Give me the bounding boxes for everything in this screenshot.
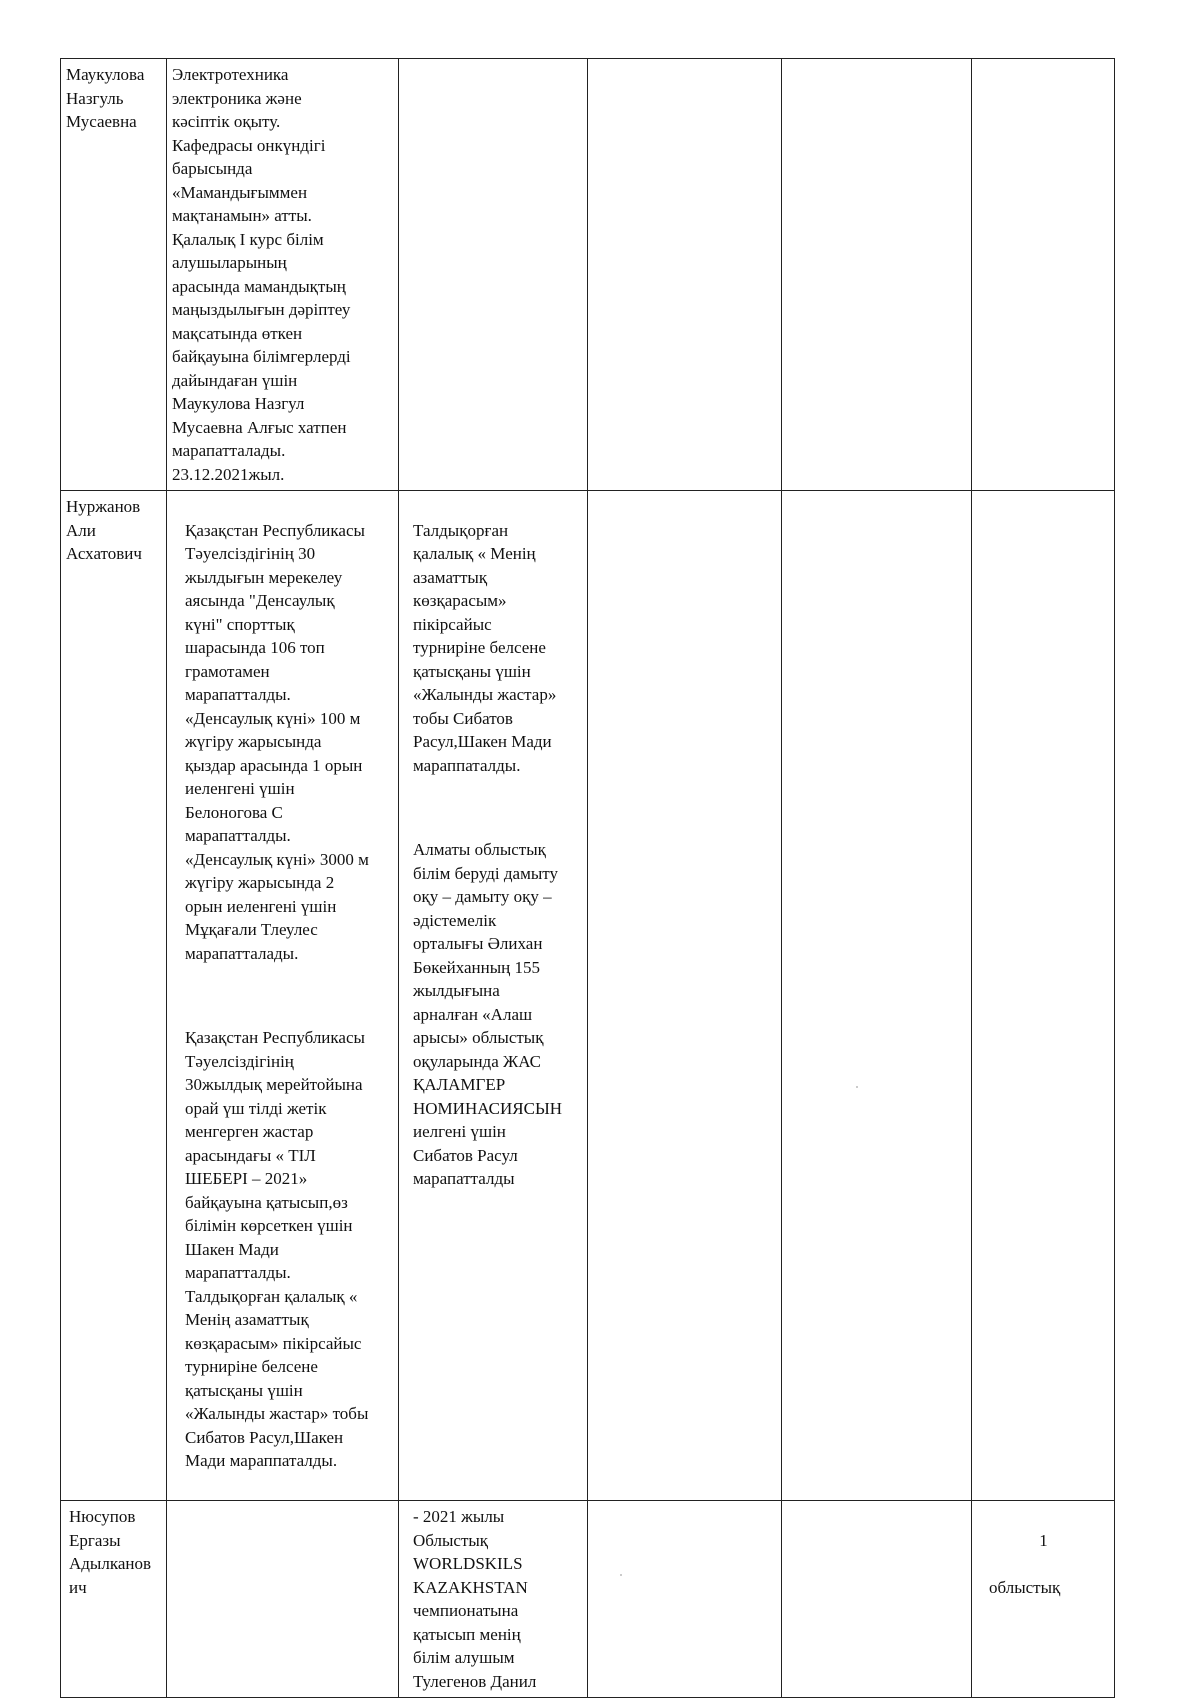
table-row <box>61 59 1115 491</box>
teacher-name-cell: Нуржанов Али Асхатович <box>61 491 167 1501</box>
teacher-name-cell: Маукулова Назгуль Мусаевна <box>61 59 167 491</box>
teacher-name-cell: Нюсупов Ергазы Адылканов ич <box>61 1501 167 1698</box>
empty-cell <box>399 59 588 491</box>
scan-speck <box>856 1086 858 1088</box>
achievement-text: Талдықорған қалалық « Менің азаматтық көзқарасым» пікірсайыс турниріне белсене қатысқаны үшін «Жалынды жастар» тобы Сибатов Расул,Шакен Мади мараппаталды. <box>413 520 557 775</box>
empty-cell <box>588 1501 782 1698</box>
scan-speck <box>620 1574 622 1576</box>
spacer <box>413 801 583 815</box>
level-cell <box>972 1501 1115 1698</box>
empty-cell <box>782 1501 972 1698</box>
table-row <box>61 1501 1115 1698</box>
empty-cell <box>972 491 1115 1501</box>
empty-cell <box>588 59 782 491</box>
achievement-cell <box>399 491 588 1501</box>
empty-cell <box>167 1501 399 1698</box>
achievement-text: Қазақстан Республикасы Тәуелсіздігінің 30 жылдығын мерекелеу аясында "Денсаулық күні" спорттық шарасында 106 топ грамотамен марапатталды. «Денсаулық күні» 100 м жүгіру жарысында қыздар арасында 1 орын иеленгені үшін Белоногова С марапатталды. «Денсаулық күні» 3000 м жүгіру жарысында 2 орын иеленгені үшін Мұқағали Тлеулес марапатталады. <box>185 520 369 963</box>
achievement-text: Алматы облыстық білім беруді дамыту оқу – дамыту оқу – әдістемелік орталығы Әлихан Бөкейханның 155 жылдығына арналған «Алаш арысы» облыстық оқуларында ЖАС ҚАЛАМГЕР НОМИНАСИЯСЫН иелгені үшін Сибатов Расул марапатталды <box>413 840 563 1188</box>
empty-cell <box>588 491 782 1501</box>
achievement-cell: - 2021 жылы Облыстық WORLDSKILS KAZAKHSTAN чемпионатына қатысып менің білім алушым Тулегенов Данил <box>399 1501 588 1698</box>
achievement-text: Қазақстан Республикасы Тәуелсіздігінің 30жылдық мерейтойына орай үш тілді жетік менгерген жастар арасындағы « ТІЛ ШЕБЕРІ – 2021» байқауына қатысып,өз білімін көрсеткен үшін Шакен Мади марапатталды. Талдықорған қалалық « Менің азаматтық көзқарасым» пікірсайыс турниріне белсене қатысқаны үшін «Жалынды жастар» тобы Сибатов Расул,Шакен Мади мараппаталды. <box>185 1028 369 1470</box>
level-number: 1 <box>1039 1530 1048 1550</box>
empty-cell <box>782 491 972 1501</box>
empty-cell <box>782 59 972 491</box>
achievement-cell <box>167 491 399 1501</box>
empty-cell <box>972 59 1115 491</box>
table-row <box>61 491 1115 1501</box>
achievement-cell: Электротехника электроника және кәсіптік оқыту. Кафедрасы онкүндігі барысында «Мамандығыммен мақтанамын» атты. Қалалық I курс білім алушыларының арасында мамандықтың маңыздылығын дәріптеу мақсатында өткен байқауына білімгерлерді дайындаған үшін Маукулова Назгул Мусаевна Алғыс хатпен марапатталады. 23.12.2021жыл. <box>167 59 399 491</box>
awards-table <box>60 58 1115 1698</box>
spacer <box>185 989 394 1003</box>
level-text: облыстық <box>989 1577 1061 1597</box>
